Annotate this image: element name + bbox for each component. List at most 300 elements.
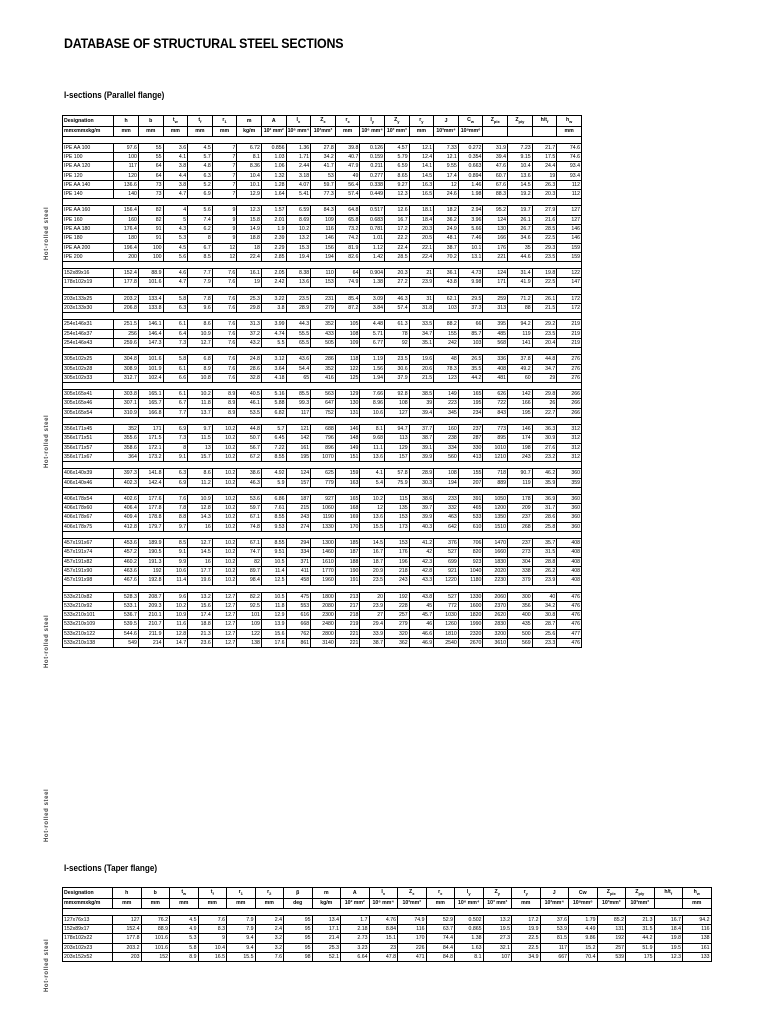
value-cell: 31	[409, 294, 434, 303]
value-cell: 10.2	[212, 494, 237, 503]
value-cell: 18.4	[654, 924, 683, 933]
value-cell: 16.7	[654, 915, 683, 924]
value-cell: 927	[311, 494, 336, 503]
value-cell: 4	[163, 206, 188, 215]
value-cell: 157	[286, 478, 311, 487]
value-cell: 1050	[483, 494, 508, 503]
value-cell: 39.1	[409, 443, 434, 452]
unit-cell: 10⁶ mm⁴	[361, 128, 383, 135]
value-cell: 21	[409, 269, 434, 278]
value-cell: 29.8	[532, 390, 557, 399]
value-cell: 24.4	[532, 162, 557, 171]
value-cell: 133.8	[138, 304, 163, 313]
value-cell: 34.6	[508, 234, 533, 243]
value-cell: 112	[557, 180, 582, 189]
value-cell: 3200	[483, 629, 508, 638]
value-cell: 0.338	[360, 180, 385, 189]
value-cell: 43.3	[409, 576, 434, 585]
value-cell: 5.16	[261, 390, 286, 399]
value-cell: 5.88	[261, 399, 286, 408]
value-cell: 98	[284, 952, 313, 961]
value-cell: 10.2	[212, 478, 237, 487]
value-cell: 9.1	[163, 548, 188, 557]
value-cell: 1770	[311, 566, 336, 575]
designation-cell: 457x191x74	[63, 548, 114, 557]
value-cell: 33.9	[360, 629, 385, 638]
value-cell: 43.6	[286, 355, 311, 364]
value-cell: 23.9	[360, 601, 385, 610]
column-header: J	[434, 116, 459, 127]
value-cell: 336	[483, 355, 508, 364]
value-cell: 1.01	[360, 234, 385, 243]
value-cell: 12	[212, 252, 237, 261]
value-cell: 94.7	[384, 425, 409, 434]
value-cell: 1.42	[360, 252, 385, 261]
value-cell: 471	[398, 952, 427, 961]
value-cell: 100	[114, 152, 139, 161]
value-cell: 46.3	[384, 294, 409, 303]
value-cell: 40.3	[409, 522, 434, 531]
table-row	[63, 304, 582, 313]
column-header: $I_y$	[455, 888, 484, 899]
value-cell: 127	[384, 408, 409, 417]
table-row	[63, 494, 582, 503]
value-cell: 10.2	[188, 390, 213, 399]
value-cell: 176.4	[114, 225, 139, 234]
value-cell: 87.2	[335, 304, 360, 313]
value-cell: 176	[384, 548, 409, 557]
value-cell: 10.2	[286, 225, 311, 234]
value-cell: 195	[458, 399, 483, 408]
value-cell: 117	[286, 408, 311, 417]
value-cell: 119	[508, 478, 533, 487]
value-cell: 159	[335, 469, 360, 478]
value-cell: 485	[483, 329, 508, 338]
value-cell: 22.1	[409, 243, 434, 252]
value-cell: 2300	[311, 611, 336, 620]
value-cell: 6.3	[163, 469, 188, 478]
value-cell: 8.36	[237, 162, 262, 171]
unit-cell: mm	[198, 899, 227, 908]
value-cell: 165	[458, 390, 483, 399]
value-cell: 1800	[311, 592, 336, 601]
value-cell: 146	[557, 225, 582, 234]
value-cell: 1.98	[458, 190, 483, 199]
value-cell: 409.4	[114, 513, 139, 522]
value-cell: 142.4	[138, 478, 163, 487]
value-cell: 10.2	[212, 443, 237, 452]
value-cell: 334	[434, 443, 459, 452]
value-cell: 0.781	[360, 225, 385, 234]
value-cell: 0.159	[360, 152, 385, 161]
value-cell: 190.5	[138, 548, 163, 557]
value-cell: 11.6	[163, 620, 188, 629]
value-cell: 39.4	[409, 408, 434, 417]
value-cell: 105	[335, 320, 360, 329]
value-cell: 85.2	[597, 915, 626, 924]
value-cell: 15.6	[188, 601, 213, 610]
value-cell: 6.2	[188, 225, 213, 234]
value-cell: 1.46	[458, 180, 483, 189]
value-cell: 84.3	[311, 206, 336, 215]
value-cell: 360	[557, 522, 582, 531]
value-cell: 1330	[458, 592, 483, 601]
value-cell: 22.4	[384, 243, 409, 252]
value-cell: 8.65	[384, 171, 409, 180]
value-cell: 35	[508, 243, 533, 252]
value-cell: 95	[284, 943, 313, 952]
designation-cell: 254x146x37	[63, 329, 114, 338]
value-cell: 47.9	[335, 162, 360, 171]
value-cell: 163	[335, 478, 360, 487]
value-cell: 11.1	[360, 443, 385, 452]
value-cell: 625	[311, 469, 336, 478]
value-cell: 22.5	[532, 278, 557, 287]
value-cell: 35.7	[532, 539, 557, 548]
value-cell: 1210	[483, 452, 508, 461]
value-cell: 168	[335, 504, 360, 513]
value-cell: 345	[434, 408, 459, 417]
value-cell: 146	[335, 425, 360, 434]
value-cell: 73	[138, 180, 163, 189]
value-cell: 1200	[483, 504, 508, 513]
value-cell: 304.8	[114, 355, 139, 364]
value-cell: 467.6	[114, 576, 139, 585]
value-cell: 198	[508, 443, 533, 452]
value-cell: 189.9	[138, 539, 163, 548]
value-cell: 26.1	[532, 294, 557, 303]
value-cell: 6.6	[163, 373, 188, 382]
column-header: $r_y$	[512, 888, 541, 899]
value-cell: 166	[508, 399, 533, 408]
value-cell: 122	[237, 629, 262, 638]
value-cell: 40	[532, 592, 557, 601]
value-cell: 196.4	[114, 243, 139, 252]
value-cell: 773	[483, 425, 508, 434]
designation-cell: 127x76x13	[63, 915, 113, 924]
value-cell: 165.1	[138, 390, 163, 399]
value-cell: 3.23	[341, 943, 370, 952]
value-cell: 20.6	[409, 364, 434, 373]
unit-cell: 10² mm²	[341, 899, 370, 908]
value-cell: 44.6	[508, 252, 533, 261]
designation-cell: 457x191x98	[63, 576, 114, 585]
value-cell: 843	[483, 408, 508, 417]
value-cell: 7.66	[360, 390, 385, 399]
value-cell: 8	[188, 234, 213, 243]
side-label: Hot-rolled steel	[44, 206, 50, 260]
value-cell: 27.8	[311, 143, 336, 152]
value-cell: 14.3	[188, 513, 213, 522]
value-cell: 5.8	[170, 943, 199, 952]
value-cell: 7.6	[212, 294, 237, 303]
value-cell: 35.9	[532, 478, 557, 487]
unit-cell: mm	[255, 899, 284, 908]
value-cell: 12	[360, 504, 385, 513]
value-cell: 279	[384, 620, 409, 629]
value-cell: 19	[532, 171, 557, 180]
value-cell: 174	[508, 434, 533, 443]
value-cell: 1.94	[360, 373, 385, 382]
value-cell: 59.7	[237, 504, 262, 513]
value-cell: 8.3	[198, 924, 227, 933]
value-cell: 146	[557, 234, 582, 243]
value-cell: 73	[138, 190, 163, 199]
page-title: DATABASE OF STRUCTURAL STEEL SECTIONS	[64, 36, 344, 51]
unit-cell: mm	[227, 899, 256, 908]
value-cell: 88.9	[138, 269, 163, 278]
value-cell: 3.12	[261, 355, 286, 364]
value-cell: 177.8	[114, 278, 139, 287]
value-cell: 34.9	[512, 952, 541, 961]
value-cell: 12.3	[654, 952, 683, 961]
value-cell: 364	[114, 452, 139, 461]
value-cell: 172	[557, 294, 582, 303]
value-cell: 5.41	[286, 190, 311, 199]
value-cell: 9.6	[188, 304, 213, 313]
value-cell: 29.4	[360, 620, 385, 629]
value-cell: 40.7	[335, 152, 360, 161]
value-cell: 0.894	[458, 171, 483, 180]
value-cell: 20.4	[532, 338, 557, 347]
value-cell: 210.7	[138, 620, 163, 629]
value-cell: 84.8	[426, 952, 455, 961]
value-cell: 1.06	[261, 162, 286, 171]
value-cell: 7.46	[458, 234, 483, 243]
column-header: $Z_y$	[483, 888, 512, 899]
value-cell: 97.6	[114, 143, 139, 152]
table-row	[63, 478, 582, 487]
value-cell: 3.2	[255, 934, 284, 943]
value-cell: 0.856	[261, 143, 286, 152]
value-cell: 4.73	[458, 269, 483, 278]
value-cell: 28.9	[286, 304, 311, 313]
value-cell: 70.2	[434, 252, 459, 261]
value-cell: 74.8	[237, 522, 262, 531]
value-cell: 9.1	[163, 452, 188, 461]
value-cell: 179.7	[138, 522, 163, 531]
value-cell: 4.5	[188, 143, 213, 152]
value-cell: 133	[683, 952, 712, 961]
value-cell: 28.5	[384, 252, 409, 261]
designation-cell: 457x191x67	[63, 539, 114, 548]
value-cell: 7.7	[163, 408, 188, 417]
column-header: h	[113, 888, 142, 899]
value-cell: 772	[434, 601, 459, 610]
value-cell: 779	[311, 478, 336, 487]
column-header: $C_w$	[458, 116, 483, 127]
value-cell: 221	[335, 629, 360, 638]
value-cell: 7.8	[188, 294, 213, 303]
value-cell: 93.4	[557, 171, 582, 180]
side-label: Hot-rolled steel	[44, 414, 50, 468]
value-cell: 1660	[483, 548, 508, 557]
designation-cell: 178x102x22	[63, 934, 113, 943]
value-cell: 10.9	[163, 611, 188, 620]
value-cell: 29.5	[458, 294, 483, 303]
value-cell: 185	[335, 539, 360, 548]
value-cell: 221	[483, 252, 508, 261]
value-cell: 0.449	[360, 190, 385, 199]
value-cell: 688	[311, 425, 336, 434]
value-cell: 10.2	[212, 566, 237, 575]
value-cell: 4.74	[261, 329, 286, 338]
value-cell: 19.6	[188, 576, 213, 585]
value-cell: 356	[508, 601, 533, 610]
value-cell: 15.6	[261, 629, 286, 638]
designation-cell: IPE AA 180	[63, 225, 114, 234]
value-cell: 11.8	[261, 601, 286, 610]
value-cell: 170	[335, 522, 360, 531]
value-cell: 16.5	[409, 190, 434, 199]
value-cell: 527	[434, 548, 459, 557]
value-cell: 95.2	[483, 206, 508, 215]
table-row	[63, 504, 582, 513]
designation-cell: 406x178x60	[63, 504, 114, 513]
value-cell: 1.57	[261, 206, 286, 215]
group-spacer	[63, 262, 582, 269]
value-cell: 171	[483, 278, 508, 287]
value-cell: 37.8	[508, 355, 533, 364]
value-cell: 165	[335, 494, 360, 503]
value-cell: 12.1	[434, 152, 459, 161]
column-header: $r_x$	[426, 888, 455, 899]
value-cell: 642	[434, 522, 459, 531]
value-cell: 203.2	[114, 294, 139, 303]
value-cell: 10.5	[261, 557, 286, 566]
value-cell: 191.3	[138, 557, 163, 566]
value-cell: 28.9	[409, 469, 434, 478]
value-cell: 10.9	[188, 494, 213, 503]
value-cell: 200	[114, 252, 139, 261]
column-header: $Z_{ply}$	[626, 888, 655, 899]
value-cell: 1070	[311, 452, 336, 461]
value-cell: 88.9	[141, 924, 170, 933]
value-cell: 42.3	[409, 557, 434, 566]
value-cell: 165.7	[138, 399, 163, 408]
value-cell: 10.2	[212, 469, 237, 478]
value-cell: 274	[286, 522, 311, 531]
value-cell: 149	[434, 390, 459, 399]
value-cell: 108	[335, 329, 360, 338]
value-cell: 13.2	[188, 592, 213, 601]
table-row	[63, 924, 712, 933]
value-cell: 266	[557, 399, 582, 408]
value-cell: 26.2	[532, 566, 557, 575]
value-cell: 699	[434, 557, 459, 566]
value-cell: 9.15	[508, 152, 533, 161]
value-cell: 219	[557, 329, 582, 338]
value-cell: 11.2	[188, 478, 213, 487]
value-cell: 16	[188, 522, 213, 531]
value-cell: 13.4	[312, 915, 341, 924]
value-cell: 2540	[434, 638, 459, 647]
designation-cell: 406x178x54	[63, 494, 114, 503]
value-cell: 568	[483, 338, 508, 347]
value-cell: 458	[286, 576, 311, 585]
unit-cell: 10⁶ mm⁴	[455, 899, 484, 908]
value-cell: 9.86	[569, 934, 598, 943]
value-cell: 921	[434, 566, 459, 575]
value-cell: 5.2	[188, 180, 213, 189]
value-cell: 70.4	[569, 952, 598, 961]
value-cell: 113	[384, 434, 409, 443]
value-cell: 36.3	[532, 425, 557, 434]
value-cell: 8.5	[163, 539, 188, 548]
value-cell: 12.8	[163, 629, 188, 638]
value-cell: 243	[286, 513, 311, 522]
value-cell: 37.9	[384, 373, 409, 382]
value-cell: 24.6	[434, 190, 459, 199]
value-cell: 5.8	[163, 355, 188, 364]
value-cell: 26.3	[532, 180, 557, 189]
table-row	[63, 934, 712, 943]
value-cell: 17.2	[384, 225, 409, 234]
value-cell: 9	[212, 234, 237, 243]
value-cell: 5.6	[188, 206, 213, 215]
value-cell: 1610	[311, 557, 336, 566]
value-cell: 359	[557, 478, 582, 487]
value-cell: 4.8	[188, 162, 213, 171]
value-cell: 74.9	[335, 278, 360, 287]
value-cell: 17.5	[532, 152, 557, 161]
value-cell: 569	[508, 638, 533, 647]
value-cell: 29.2	[532, 320, 557, 329]
value-cell: 28.5	[532, 225, 557, 234]
value-cell: 7.4	[188, 215, 213, 224]
value-cell: 352	[114, 425, 139, 434]
value-cell: 85.4	[335, 294, 360, 303]
value-cell: 7.6	[163, 494, 188, 503]
value-cell: 108	[434, 469, 459, 478]
value-cell: 533	[458, 513, 483, 522]
value-cell: 408	[483, 364, 508, 373]
value-cell: 379	[508, 576, 533, 585]
value-cell: 95	[284, 934, 313, 943]
value-cell: 21.5	[409, 373, 434, 382]
value-cell: 2.4	[255, 915, 284, 924]
value-cell: 15.2	[569, 943, 598, 952]
column-header: $h_w$	[683, 888, 712, 899]
value-cell: 117	[540, 943, 569, 952]
value-cell: 26.7	[508, 225, 533, 234]
designation-cell: IPE AA 140	[63, 180, 114, 189]
value-cell: 861	[286, 638, 311, 647]
value-cell: 544.6	[114, 629, 139, 638]
table-row	[63, 162, 582, 171]
value-cell: 287	[458, 434, 483, 443]
value-cell: 39.9	[409, 513, 434, 522]
unit-cell: mm	[113, 899, 142, 908]
value-cell: 44.2	[626, 934, 655, 943]
value-cell: 43.8	[434, 278, 459, 287]
unit-cell: 10³ mm³	[483, 899, 512, 908]
value-cell: 2.94	[458, 206, 483, 215]
value-cell: 76.2	[141, 915, 170, 924]
value-cell: 352	[311, 364, 336, 373]
value-cell: 49	[335, 171, 360, 180]
value-cell: 17.4	[434, 171, 459, 180]
value-cell: 156.4	[114, 206, 139, 215]
value-cell: 231	[311, 294, 336, 303]
value-cell: 303.8	[114, 390, 139, 399]
value-cell: 14.7	[163, 638, 188, 647]
value-cell: 46.2	[532, 469, 557, 478]
value-cell: 196	[384, 557, 409, 566]
value-cell: 209.3	[138, 601, 163, 610]
value-cell: 5.3	[170, 934, 199, 943]
value-cell: 276	[557, 355, 582, 364]
